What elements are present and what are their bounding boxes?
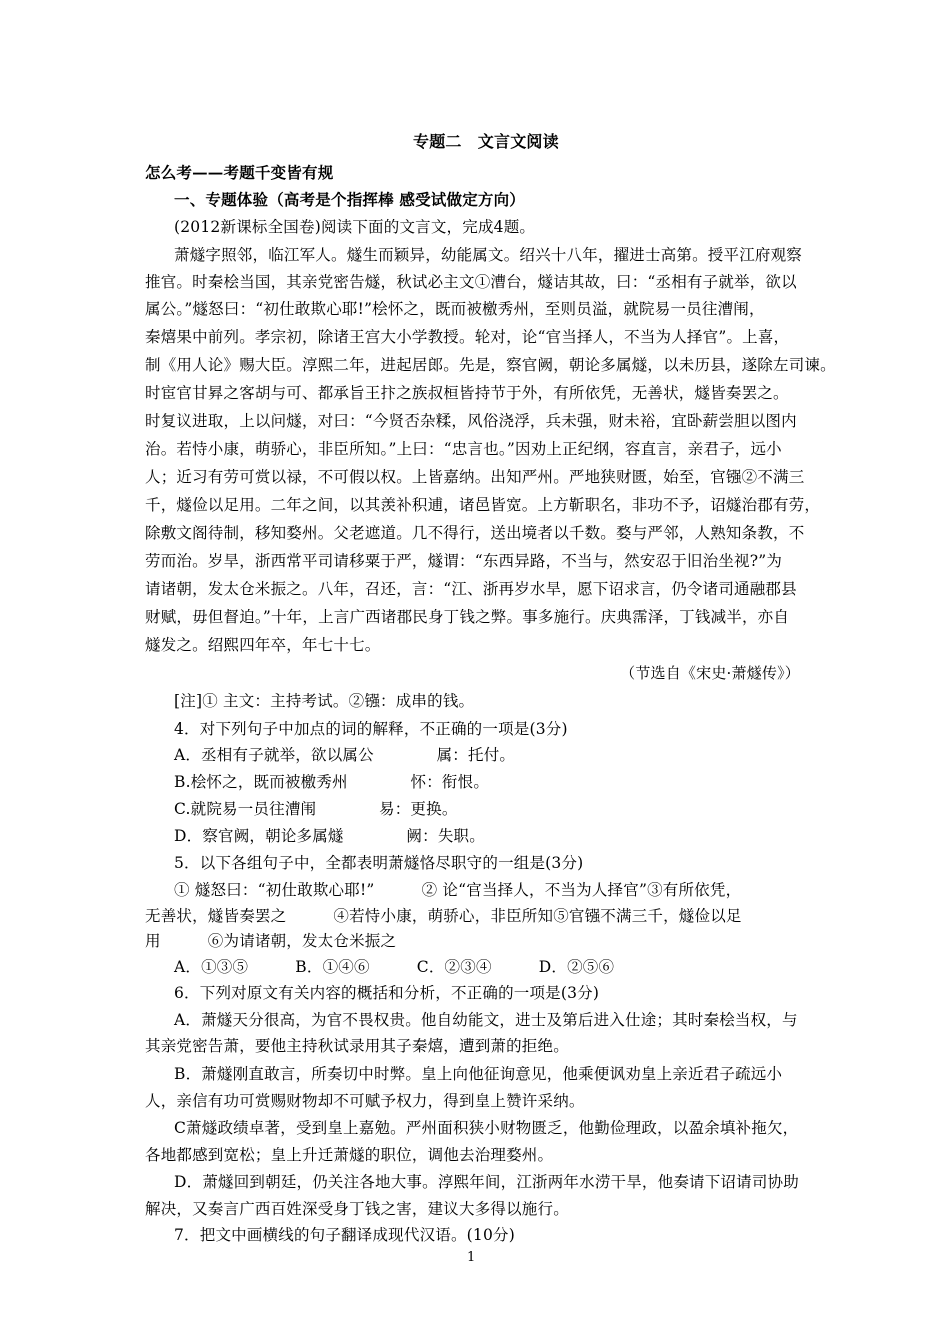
- page-number: 1: [467, 1250, 476, 1265]
- passage-line: 除敷文阁待制，移知婺州。父老遮道。几不得行，送出境者以千数。婺与严邻，人熟知条教，不: [145, 524, 805, 542]
- passage-line: 萧燧字照邻，临江军人。燧生而颖异，幼能属文。绍兴十八年，擢进士高第。授平江府观察: [174, 246, 803, 264]
- passage-line: 时复议进取，上以问燧，对曰：“今贤否杂糅，风俗浇浮，兵未强，财未裕，宜卧薪尝胆以图内: [145, 412, 797, 430]
- question-stem: 5．以下各组句子中，全都表明萧燧恪尽职守的一组是(3分): [174, 854, 584, 872]
- option-a: A．萧燧天分很高，为官不畏权贵。他自幼能文，进士及第后进入仕途；其时秦桧当权，与: [174, 1011, 798, 1029]
- page-title: 专题二 文言文阅读: [413, 132, 559, 151]
- passage-line: 燧发之。绍熙四年卒，年七十七。: [145, 636, 381, 654]
- source-citation: （节选自《宋史·萧燧传》）: [620, 664, 800, 682]
- section-heading: 怎么考——考题千变皆有规: [145, 163, 334, 182]
- option-a: A．丞相有子就举，欲以属公 属：托付。: [174, 746, 516, 764]
- passage-line: 劳而治。岁旱，浙西常平司请移粟于严，燧谓：“东西异路，不当与，然安忍于旧治坐视?”为: [145, 552, 783, 570]
- option-d-cont: 解决，又奏言广西百姓深受身丁钱之害，建议大多得以施行。: [145, 1200, 569, 1218]
- option-c-cont: 各地都感到宽松；皇上升迁萧燧的职位，调他去治理婺州。: [145, 1146, 554, 1164]
- question-line: 无善状，燧皆奏罢之 ④若恃小康，萌骄心，非臣所知⑤官镪不满三千，燧俭以足: [145, 907, 742, 925]
- passage-line: 时宦官甘昪之客胡与可、都承旨王抃之族叔桓皆持节于外，有所依凭，无善状，燧皆奏罢之。: [145, 384, 789, 402]
- answer-options: A．①③⑤ B．①④⑥ C．②③④ D．②⑤⑥: [174, 958, 615, 976]
- question-7-stem: 7．把文中画横线的句子翻译成现代汉语。(10分): [174, 1226, 515, 1244]
- option-a-cont: 其亲党密告萧，要他主持秋试录用其子秦熺，遭到萧的拒绝。: [145, 1037, 569, 1055]
- passage-line: 请诸朝，发太仓米振之。八年，召还，言：“江、浙再岁水旱，愿下诏求言，仍令诸司通融郡县: [145, 580, 797, 598]
- passage-line: 属公。”燧怒曰：“初仕敢欺心耶!”桧怀之，既而被檄秀州，至则员溢，就院易一员往漕闱，: [145, 300, 765, 318]
- question-stem: 6．下列对原文有关内容的概括和分析，不正确的一项是(3分): [174, 984, 600, 1002]
- intro-line: (2012新课标全国卷)阅读下面的文言文，完成4题。: [174, 218, 536, 236]
- passage-line: 人；近习有劳可赏以禄，不可假以权。上皆嘉纳。出知严州。严地狭财匮，始至，官镪②不满三: [145, 468, 805, 486]
- question-line: 用 ⑥为请诸朝，发太仓米振之: [145, 932, 397, 950]
- subsection-heading: 一、专题体验（高考是个指挥棒 感受试做定方向）: [174, 190, 525, 209]
- option-b: B.桧怀之，既而被檄秀州 怀：衔恨。: [174, 773, 490, 791]
- passage-line: 推官。时秦桧当国，其亲党密告燧，秋试必主文①漕台，燧诘其故，曰：“丞相有子就举，欲以: [145, 273, 797, 291]
- footnote: [注]① 主文：主持考试。②镪：成串的钱。: [174, 692, 475, 710]
- option-b: B．萧燧刚直敢言，所奏切中时弊。皇上向他征询意见，他乘便讽劝皇上亲近君子疏远小: [174, 1065, 783, 1083]
- option-c: C.就院易一员往漕闱 易：更换。: [174, 800, 458, 818]
- passage-line: 财赋，毋但督迫。”十年，上言广西诸郡民身丁钱之弊。事多施行。庆典霈泽，丁钱减半，亦自: [145, 608, 790, 626]
- passage-line: 秦熺果中前列。孝宗初，除诸王宫大小学教授。轮对，论“官当择人，不当为人择官”。上喜，: [145, 328, 790, 346]
- passage-line: 制《用人论》赐大臣。淳熙二年，进起居郎。先是，察官阙，朝论多属燧，以未历县，遂除左司谏。: [145, 356, 836, 374]
- option-b-cont: 人，亲信有功可赏赐财物却不可赋予权力，得到皇上赞许采纳。: [145, 1092, 585, 1110]
- option-d: D．察官阙，朝论多属燧 阙：失职。: [174, 827, 485, 845]
- passage-line: 治。若恃小康，萌骄心，非臣所知。”上曰：“忠言也。”因劝上正纪纲，容直言，亲君子，远小: [145, 440, 782, 458]
- option-c: C萧燧政绩卓著，受到皇上嘉勉。严州面积狭小财物匮乏，他勤俭理政，以盈余填补拖欠，: [174, 1119, 799, 1137]
- question-stem: 4．对下列句子中加点的词的解释，不正确的一项是(3分): [174, 720, 568, 738]
- question-line: ① 燧怒曰：“初仕敢欺心耶!” ② 论“官当择人，不当为人择官”③有所依凭，: [174, 881, 742, 899]
- passage-line: 千，燧俭以足用。二年之间，以其羡补积逋，诸邑皆宽。上方靳职名，非功不予，诏燧治郡有劳，: [145, 496, 821, 514]
- option-d: D．萧燧回到朝廷，仍关注各地大事。淳熙年间，江浙两年水涝干旱，他奏请下诏请司协助: [174, 1173, 799, 1191]
